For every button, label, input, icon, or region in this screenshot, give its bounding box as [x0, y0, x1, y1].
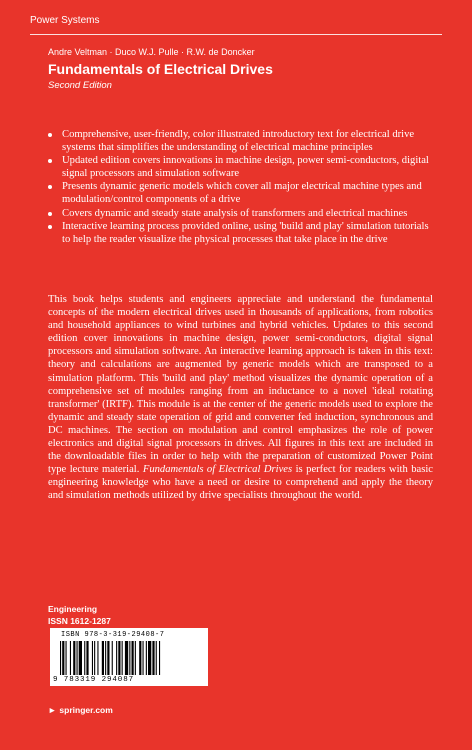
- book-title: Fundamentals of Electrical Drives: [48, 61, 273, 77]
- authors: Andre Veltman · Duco W.J. Pulle · R.W. de Doncker: [48, 47, 255, 57]
- feature-item: Updated edition covers innovations in machine design, power semi-conductors, digital signal processors and simulation software: [48, 154, 433, 180]
- issn: ISSN 1612-1287: [48, 616, 111, 626]
- feature-item: Interactive learning process provided online, using 'build and play' simulation tutorials to help the reader visualize the physical processes that take place in the drive: [48, 220, 433, 246]
- right-arrow-icon: ►: [48, 705, 57, 715]
- feature-item: Covers dynamic and steady state analysis of transformers and electrical machines: [48, 207, 433, 220]
- bullet-icon: [48, 185, 52, 189]
- website-link[interactable]: ► springer.com: [48, 705, 113, 715]
- bullet-icon: [48, 159, 52, 163]
- series-name: Power Systems: [30, 15, 100, 26]
- barcode-number: 9 783319 294087: [53, 676, 135, 684]
- feature-item: Presents dynamic generic models which cover all major electrical machine types and modulation/control components of a drive: [48, 180, 433, 206]
- isbn-label: ISBN 978-3-319-29408-7: [61, 631, 165, 639]
- subject-category: Engineering: [48, 604, 98, 614]
- edition: Second Edition: [48, 80, 112, 91]
- barcode-bars: [60, 641, 198, 675]
- bullet-icon: [48, 212, 52, 216]
- book-description: This book helps students and engineers appreciate and understand the fundamental concepts of the modern electrical drives used in thousands of applications, from robotics and household appliances to wind turbines and hybrid vehicles. Updates to this second edition cover innovations in machine design, power semi-conductors, digital signal processors and simulation software. An interactive learning approach is taken in this text: theory and calculations are augmented by generic models which are transposed to a simulation platform. This 'build and play' method visualizes the dynamic operation of a comprehensive set of modules ranging from an inductance to a novel 'ideal rotating transformer' (IRTF). This module is at the center of the generic models used to explore the dynamic and steady state operation of grid and converter fed induction, synchronous and DC machines. The section on modulation and control emphasizes the role of power electronics and digital signal processors in drives. All figures in this text are included in the downloadable files in order to help with the preparation of customized Power Point type lecture material. Fundamentals of Electrical Drives is perfect for readers with basic engineering knowledge who have a need or desire to comprehend and apply the theory and simulation methods utilized by drive specialists throughout the world.: [48, 294, 433, 502]
- bullet-icon: [48, 133, 52, 137]
- feature-item: Comprehensive, user-friendly, color illustrated introductory text for electrical drive systems that simplifies the understanding of electrical machine principles: [48, 128, 433, 154]
- header-rule: [30, 34, 442, 35]
- feature-list: [48, 128, 433, 246]
- bullet-icon: [48, 225, 52, 229]
- description-book-title: Fundamentals of Electrical Drives: [142, 464, 293, 476]
- barcode: [50, 628, 208, 686]
